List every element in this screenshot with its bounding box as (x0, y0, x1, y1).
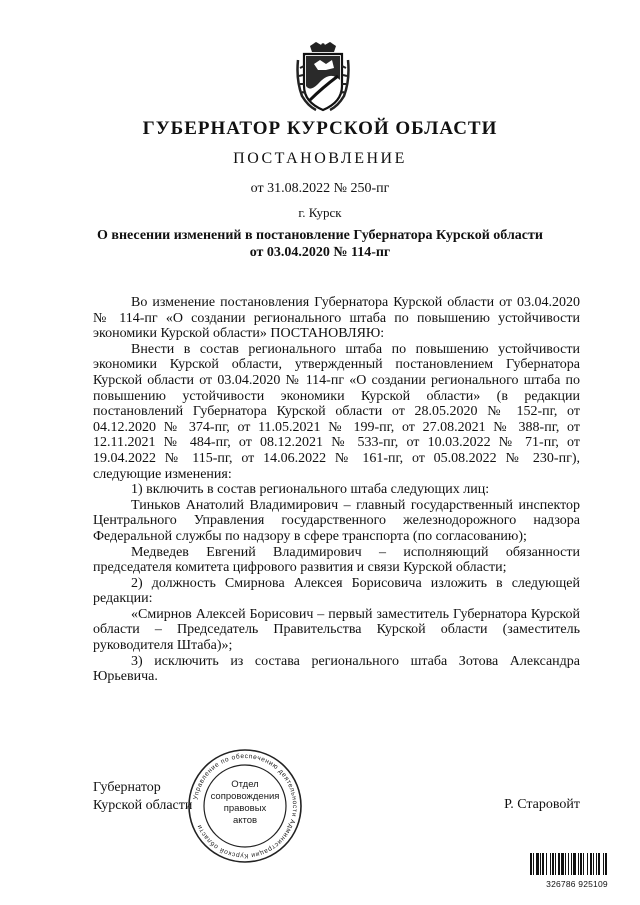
body-paragraph: 3) исключить из состава регионального штаба Зотова Александра Юрьевича. (93, 653, 580, 685)
document-date-number: от 31.08.2022 № 250-пг (250, 181, 390, 196)
body-paragraph: «Смирнов Алексей Борисович – первый заместитель Губернатора Курской области – Председатель Правительства Курской области (заместитель руководителя Штаба)»; (93, 606, 580, 654)
subject-line-2: от 03.04.2020 № 114-пг (249, 245, 391, 260)
barcode-number: 326786 925109 (546, 879, 608, 889)
stamp-center-text (186, 779, 304, 827)
body-paragraph: 1) включить в состав регионального штаба следующих лиц: (131, 482, 490, 498)
official-stamp (186, 747, 304, 865)
coat-of-arms-emblem (296, 40, 350, 114)
document-type: ПОСТАНОВЛЕНИЕ (233, 150, 407, 167)
issuer-title: ГУБЕРНАТОР КУРСКОЙ ОБЛАСТИ (142, 118, 498, 139)
document-city: г. Курск (298, 205, 342, 220)
barcode-bars (530, 853, 624, 875)
signatory-position (93, 779, 192, 815)
subject-line-1: О внесении изменений в постановление Губернатора Курской области (97, 228, 543, 243)
barcode (530, 853, 624, 889)
signatory-position-line-1: Губернатор (93, 780, 161, 795)
body-paragraph: Во изменение постановления Губернатора Курской области от 03.04.2020 № 114-пг «О создании регионального штаба по повышению устойчивости экономики Курской области» ПОСТАНОВЛЯЮ: (93, 295, 580, 342)
body-paragraph: Внести в состав регионального штаба по повышению устойчивости экономики Курской области, утвержденный постановлением Губернатора Курской области от 03.04.2020 № 114-пг «О создании регионального штаба по повышению устойчивости экономики Курской области» (в редакции постановлений Губернатора Курской области от 28.05.2020 № 152-пг, от 04.12.2020 № 374-пг, от 11.05.2021 № 199-пг, от 27.08.2021 № 388-пг, от 12.11.2021 № 484-пг, от 08.12.2021 № 533-пг, от 10.03.2022 № 71-пг, от 19.04.2022 № 115-пг, от 14.06.2022 № 161-пг, от 05.08.2022 № 230-пг), следующие изменения: (93, 341, 580, 482)
body-paragraph: 2) должность Смирнова Алексея Борисовича изложить в следующей редакции: (93, 575, 580, 607)
stamp-line-1: Отдел (231, 779, 259, 790)
document-subject (60, 227, 580, 261)
body-paragraph: Медведев Евгений Владимирович – исполняющий обязанности председателя комитета цифрового развития и связи Курской области; (93, 544, 580, 576)
stamp-line-4: актов (232, 815, 258, 826)
body-paragraph: Тиньков Анатолий Владимирович – главный государственный инспектор Центрального Управления государственного железнодорожного надзора Федеральной службы по надзору в сфере транспорта (по согласованию); (93, 497, 580, 544)
stamp-ring-text: Управление по обеспечению деятельности Администрации Курской области (192, 752, 299, 860)
signatory-name: Р. Старовойт (504, 797, 580, 812)
document-body (93, 295, 580, 685)
stamp-line-3: правовых (223, 803, 267, 814)
signatory-position-line-2: Курской области (93, 798, 193, 813)
stamp-line-2: сопровождения (210, 791, 280, 802)
